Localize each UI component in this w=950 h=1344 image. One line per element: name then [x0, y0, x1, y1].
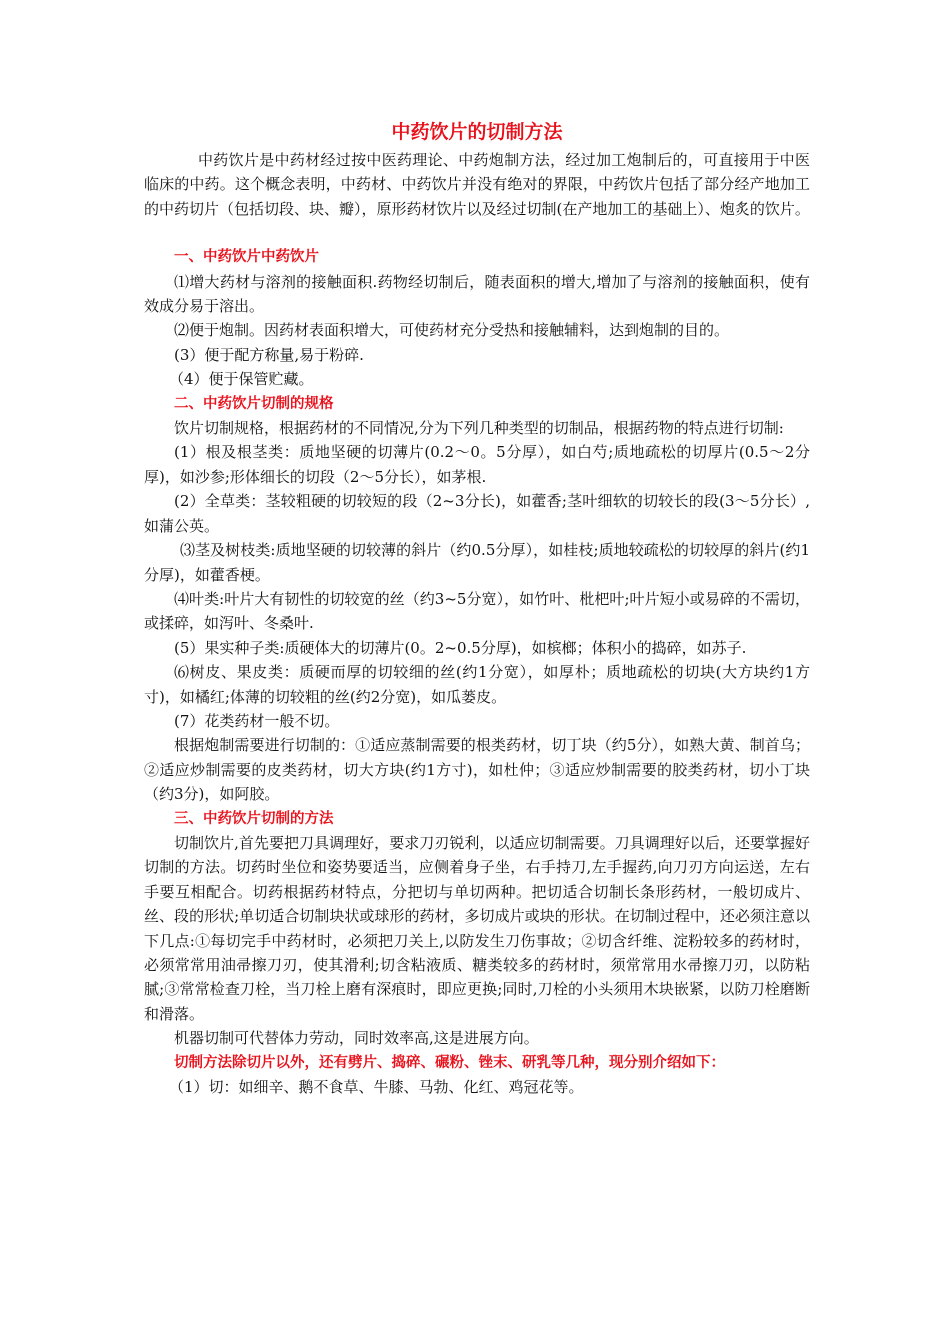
section-2-item: ⑹树皮、果皮类：质硬而厚的切较细的丝(约1分宽），如厚朴；质地疏松的切块(大方块约1方寸)，如橘红;体薄的切较粗的丝(约2分宽)，如瓜蒌皮。 — [144, 663, 810, 706]
section-3-heading: 三、中药饮片切制的方法 — [174, 810, 334, 827]
section-1-heading: 一、中药饮片中药饮片 — [174, 249, 319, 266]
section-2-item: ⑶茎及树枝类:质地坚硬的切较薄的斜片（约0.5分厚），如桂枝;质地较疏松的切较厚的斜片(约1分厚)，如藿香梗。 — [144, 541, 810, 584]
section-1-item: （4）便于保管贮藏。 — [169, 370, 314, 389]
section-2-item: (2）全草类：茎较粗硬的切较短的段（2~3分长)，如藿香;茎叶细软的切较长的段(3～5分长）,如蒲公英。 — [144, 492, 810, 535]
section-2-intro: 饮片切制规格，根据药材的不同情况,分为下列几种类型的切制品，根据药物的特点进行切制: — [174, 419, 784, 438]
section-3-paragraph: 机器切制可代替体力劳动，同时效率高,这是进展方向。 — [174, 1029, 539, 1048]
section-1-item: ⑵便于炮制。因药材表面积增大，可使药材充分受热和接触辅料，达到炮制的目的。 — [174, 321, 730, 340]
section-2-item: (1）根及根茎类：质地坚硬的切薄片(0.2～0。5分厚），如白芍;质地疏松的切厚片(0.5～2分厚)，如沙参;形体细长的切段（2～5分长），如茅根. — [144, 443, 810, 486]
section-2-item: ⑷叶类:叶片大有韧性的切较宽的丝（约3~5分宽），如竹叶、枇杷叶;叶片短小或易碎的不需切，或揉碎，如泻叶、冬桑叶. — [144, 589, 810, 633]
section-1-item: ⑴增大药材与溶剂的接触面积.药物经切制后，随表面积的增大,增加了与溶剂的接触面积，使有效成分易于溶出。 — [144, 272, 810, 316]
section-2-item: (5）果实种子类:质硬体大的切薄片(0。2~0.5分厚)，如槟榔；体积小的捣碎，如苏子. — [174, 638, 747, 657]
section-2-item: (7）花类药材一般不切。 — [174, 711, 340, 730]
section-3-item: （1）切：如细辛、鹅不食草、牛膝、马勃、化红、鸡冠花等。 — [169, 1078, 584, 1097]
section-1-item: (3）便于配方称量,易于粉碎. — [174, 345, 364, 364]
document-page — [144, 118, 810, 1099]
blank-line — [144, 221, 810, 245]
section-3-note: 切制方法除切片以外，还有劈片、捣碎、碾粉、锉末、研乳等几种，现分别介绍如下： — [174, 1054, 725, 1071]
section-2-heading: 二、中药饮片切制的规格 — [174, 395, 334, 412]
section-3-paragraph: 切制饮片,首先要把刀具调理好，要求刀刃锐利，以适应切制需要。刀具调理好以后，还要掌握好切制的方法。切药时坐位和姿势要适当，应侧着身子坐，右手持刀,左手握药,向刀刃方向运送，左右手要互相配合。切药根据药材特点，分把切与单切两种。把切适合切制长条形药材，一般切成片、丝、段的形状;单切适合切制块状或球形的药材，多切成片或块的形状。在切制过程中，还必须注意以下几点:①每切完手中药材时，必须把刀关上,以防发生刀伤事故；②切含纤维、淀粉较多的药材时，必须常常用油帚擦刀刃，使其滑利;切含粘液质、糖类较多的药材时，须常常用水帚擦刀刃，以防粘腻;③常常检查刀栓，当刀栓上磨有深痕时，即应更换;同时,刀栓的小头须用木块嵌紧，以防刀栓磨断和滑落。 — [144, 833, 810, 1023]
intro-paragraph: 中药饮片是中药材经过按中医药理论、中药炮制方法，经过加工炮制后的，可直接用于中医临床的中药。这个概念表明，中药材、中药饮片并没有绝对的界限，中药饮片包括了部分经产地加工的中药切片（包括切段、块、瓣），原形药材饮片以及经过切制(在产地加工的基础上）、炮炙的饮片。 — [144, 151, 810, 218]
section-2-item: 根据炮制需要进行切制的：①适应蒸制需要的根类药材，切丁块（约5分），如熟大黄、制首乌；②适应炒制需要的皮类药材，切大方块(约1方寸)，如杜仲；③适应炒制需要的胶类药材，切小丁块（约3分)，如阿胶。 — [144, 736, 810, 804]
document-title: 中药饮片的切制方法 — [391, 121, 563, 143]
